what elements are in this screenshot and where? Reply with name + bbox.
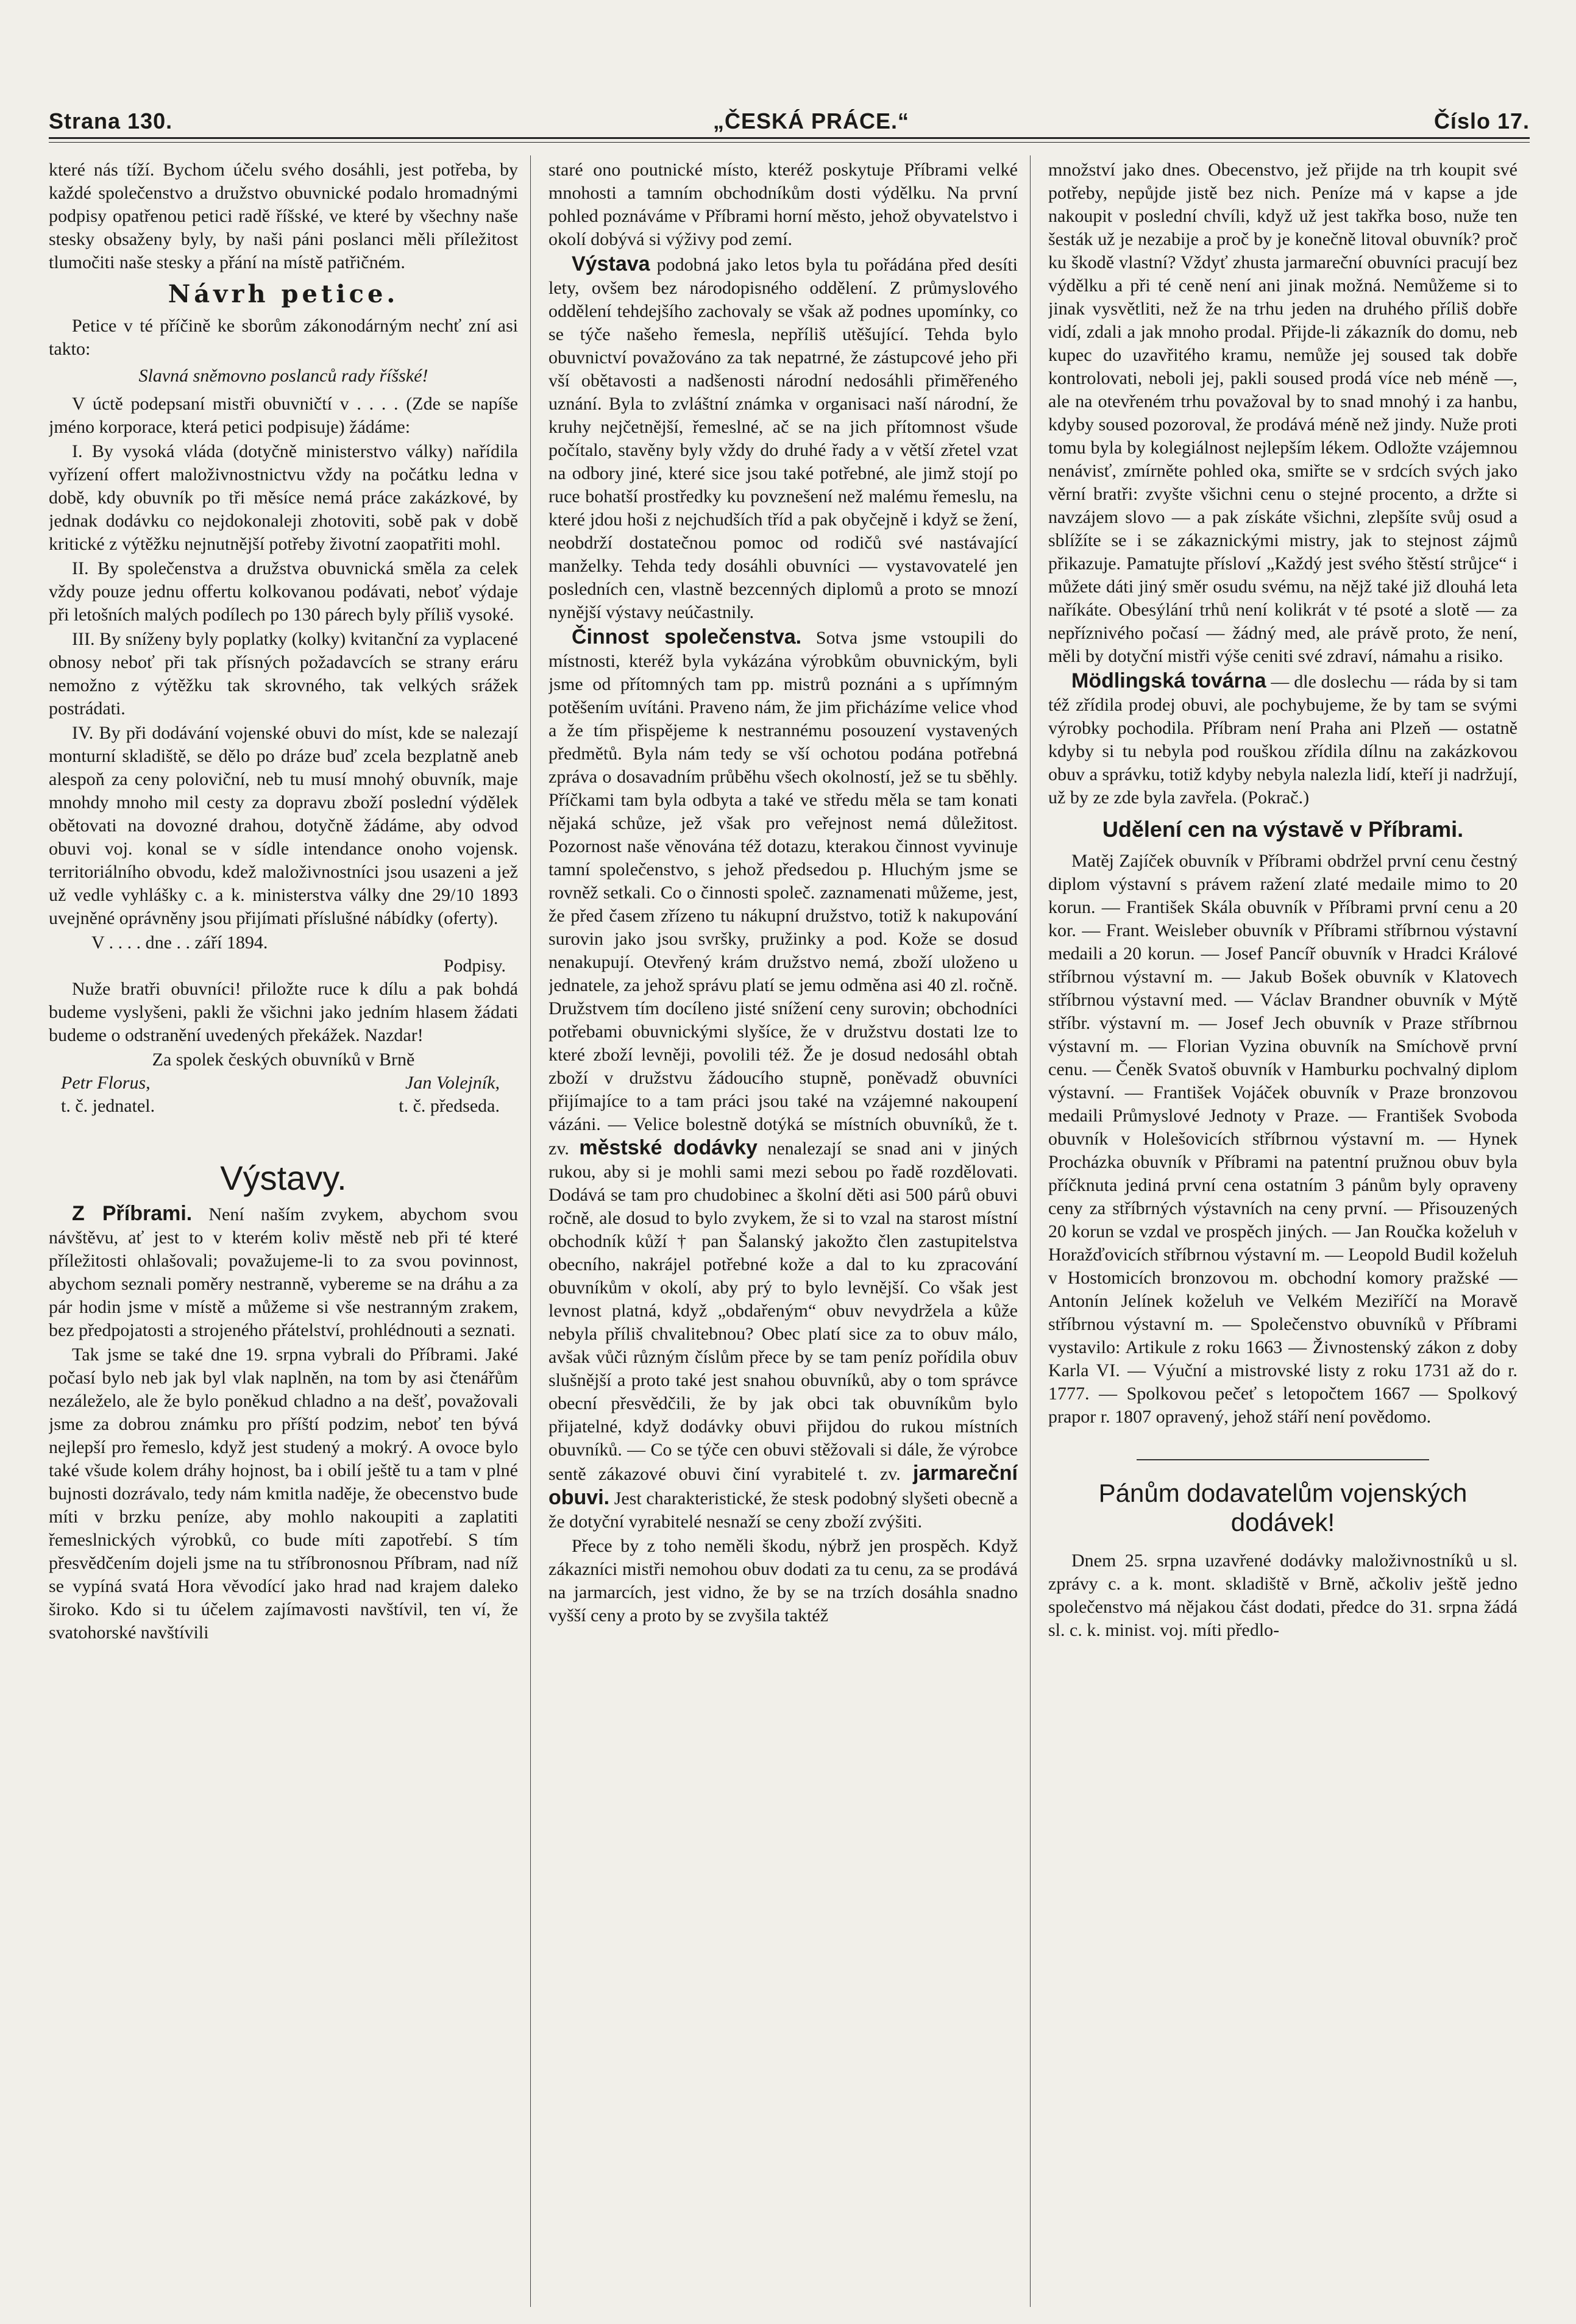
section-title: Výstavy. <box>220 1159 347 1197</box>
paragraph: Matěj Zajíček obuvník v Příbrami obdržel první cenu čestný diplom výstavní s právem ražení zlaté medaile mimo to 20 korun. — František Skála obuvník v Příbrami první cenu a 20 kor. — Frant. Weisleber obuvník v Příbrami stříbrnou výstavní medaili a 20 korun. — Josef Pancíř obuvník v Hradci Králové stříbrnou výstavní m. — Jakub Bošek obuvník v Klatovech stříbrnou výstavní med. — Václav Brandner obuvník v Mýtě stříbr. výstavní m. — Josef Jech obuvník v Praze stříbrnou výstavní m. — Florian Vyzina obuvník na Smíchově první cenu. — Čeněk Svatoš obuvník v Hamburku pochvalný diplom výstavní. — František Vojáček obuvník v Praze bronzovou medaili Průmyslové Jednoty v Praze. — František Svoboda obuvník v Holešovicích stříbrnou výstavní m. — Hynek Procházka obuvník v Příbrami na patentní pružnou obuv byla příčknuta jediná první cena ostatním 3 pánům byly opraveny ceny za stříbrných výstavních na ceny první. — Přisouzených 20 korun se vzdal ve prospěch jiných. — Jan Roučka koželuh v Horažďovicích stříbrnou výstavní m. — Leopold Budil koželuh v Hostomicích bronzovou m. obchodní komory pražské — Antonín Jelínek koželuh ve Velkém Meziříčí na Moravě stříbrnou výstavní m. — Společenstvo obuvníků v Příbrami vystavilo: Artikule z roku 1663 — Živnostenský zákon z doby Karla VI. — Výuční a mistrovské listy z roku 1731 až do r. 1777. — Spolkovou pečeť s letopočtem 1667 — Spolkový prapor r. 1807 opravený, jehož stáří není povědomo. <box>1048 851 1517 1427</box>
petition-point-4: IV. By při dodávání vojenské obuvi do míst, kde se nalezají monturní skladiště, se dělo po dráze buď zcela bezplatně aneb alespoň za ceny poloviční, neb tu musí mnohý obuvník, maje mnohdy mnoho mil cesty za dopravu zboží poslední výdělek obětovati na dovozné drahou, dotyčně žádáme, aby odvod obuvi voj. konal se v sídle intendance onoho vojensk. territoriálního obvodu, kdež maloživnostníci jsou usazeni a jež už vedle vyhlášky c. a k. ministerstva války dne 29/10 1893 uvejněné oprávněny jsou přijímati příslušné nábídky (oferty). <box>49 723 518 928</box>
header-rule-thin <box>49 142 1530 143</box>
paragraph: nenalezají se snad ani v jiných rukou, aby si je mohli sami mezi sebou po řadě rozdělovati. Dodává se tam pro chudobinec a školní děti asi 500 párů obuvi ročně, ale dosud to bylo zvykem, že si to vzal na starost místní obchodník kůží † pan Šalanský jakožto člen zastupitelstva obecního, nakrájel potřebné kože a dal to ku zpracování obuvníkům v okolí, aby prý to bylo levnější. Co však jest levnost platná, když „obdařeným“ obuv nevydržela a kůže nebyla příliš chvalitebnou? Obec platí sice za to obuv málo, avšak vůči různým číslům přece by se tam peníz pořídila obuv slušnější a proto také jest snahou obuvníků, aby o tom správce obecní přesvědčili, že by jak obci tak obuvníkům bylo přijatelné, když dodávky obuvi přijdou do rukou místních obuvníků. — Co se týče cen obuvi stěžovali si dále, že výrobce sentě zákazové obuvi činí vyrabitelé t. zv. <box>548 1139 1018 1484</box>
paragraph: které nás tíží. Bychom účelu svého dosáhli, jest potřeba, by každé společenstvo a družstvo obuvnické podalo hromadnými podpisy opatřenou petici radě říšské, ve které by všechny naše stesky obsaženy byly, by naši páni poslanci měli příležitost tlumočiti naše stesky a přání na místě patřičném. <box>49 160 518 272</box>
column-divider-1 <box>530 155 531 2307</box>
paragraph: Nuže bratři obuvníci! přiložte ruce k dílu a pak bohdá budeme vyslyšeni, pakli že všichni jako jedním hlasem žádati budeme o odstranění uvedených překážek. Nazdar! <box>49 979 518 1045</box>
signer-2-role: t. č. předseda. <box>399 1096 500 1116</box>
masthead-title: „ČESKÁ PRÁCE.“ <box>713 108 910 133</box>
paragraph: Jest charakteristické, že stesk podobný slyšeti obecně a že dotyční vyrabitelé nesnaží se ceny zboží zvýšiti. <box>548 1488 1018 1532</box>
signer-roles <box>49 1095 518 1118</box>
petition-point-3: III. By sníženy byly poplatky (kolky) kvitanční za vyplacené obnosy neboť při tak přísných požadavcích se strany eráru nemožno z výtěžku tak skrovného, tak velkých srážek postrádati. <box>49 629 518 719</box>
salutation: Slavná sněmovno poslanců rady říšské! <box>138 366 428 386</box>
paragraph: Tak jsme se také dne 19. srpna vybrali do Příbrami. Jaké počasí bylo neb jak byl vlak naplněn, na tom by asi čtenářům nezáleželo, ale že bylo poněkud chladno a na dešť, považovali jsme za dobrou známku pro příští podzim, neboť ten bývá nejlepší pro řemeslo, když jest studený a mokrý. A ovoce bylo také všude kolem dráhy hojnost, ba i obilí ještě tu a tam v plné bujnosti dozrávalo, tedy nám kmitla naděje, že obecenstvo bude míti v brzku peníze, aby mohlo nakoupiti a zaplatiti řemeslnických výrobků, co bude míti zapotřebí. S tím přesvědčením dojeli jsme na tu stříbronosnou Příbram, nad níž se vypíná svatá Hora věvodící jako hrad nad krajem daleko široko. Kdo si tu účelem zajímavosti navštívil, ten ví, že svatohorské navštívili <box>49 1345 518 1643</box>
signer-1-name: Petr Florus, <box>61 1073 151 1093</box>
paragraph: podobná jako letos byla tu pořádána před desíti lety, ovšem bez národopisného oddělení. Z průmyslového oddělení tehdejšího zachovaly se však až podnes upomínky, co se týče našeho řemesla, nepříliš utěšující. Tehda bylo obuvnictví považováno za tak nepatrné, že zástupcové jeho při vší obětavosti a nadšenosti národní nedosáhli přiměřeného uznání. Byla to zvláštní známka v organisaci naší národní, že kruhy nejčetnější, řemeslné, ač se na jich přítomnost všude počítalo, stavěny byly vždy do druhé řady a v větší zřetel vzat na odbory jiné, které sice jsou také potřebné, ale jimž stojí po ruce bohatší prostředky ku povznešení než malému řemeslu, na které jdou hoši z nejchudších tříd a pak obyčejně i když se žení, neobdrží dostatečnou pomoc od rodičů své nastávající manželky. Tehda tedy dosáhli obuvníci — vystavovatelé jen posledních cen, vlastně bezcenných diplomů a proto se mnozí nynější výstavy neúčastnily. <box>548 255 1018 622</box>
signatures-label: Podpisy. <box>443 956 506 976</box>
signer-2-name: Jan Volejník, <box>405 1073 500 1093</box>
paragraph: — dle doslechu — ráda by si tam též zřídila prodej obuvi, ale pochybujeme, že by tam se svými výrobky pochodila. Příbram není Praha ani Plzeň — ostatně kdyby si tu nebyla pod rouškou zřídila dílnu na zakázkovou obuv a správku, totiž kdyby nebyla nalezla lidí, kteří ji nadržují, už by ze zde byla zavřela. (Pokrač.) <box>1048 672 1517 808</box>
page-number: Strana 130. <box>49 108 173 133</box>
inline-heading: Výstava <box>572 252 650 275</box>
paragraph: staré ono poutnické místo, kteréž poskytuje Příbrami velké mnohosti a tamním obchodníkům dosti výdělku. Na první pohled poznáváme v Příbrami horní město, jehož obyvatelstvo i okolí dobývá si výživy pod zemí. <box>548 160 1018 249</box>
awards-heading: Udělení cen na výstavě v Příbrami. <box>1102 817 1464 842</box>
paragraph: Sotva jsme vstoupili do místnosti, kteréž byla vykázána výrobkům obuvnickým, byli jsme od přítomných tam pp. mistrů poznáni a s upřímným potěšením uvítáni. Praveno nám, že jim přicházíme velice vhod a že tím přispějeme k nestrannému posouzení vystavených předmětů. Byla nám tedy se vší ochotou podána potřebná zpráva o dosavadním průběhu všech okolností, jež se tu sběhly. Příčkami tam byla odbyta a také ve středu měla se tam konati nějaká schůze, jež však pro veřejnost nemá důležitost. Pozornost naše věnována též dotazu, kterakou činnost vyvinuje tamní společenstvo, s jehož předsedou p. Hluchým jsme se rovněž setkali. Co o činnosti společ. zaznamenati můžeme, jest, že před časem zřízeno tu nákupní družstvo, totiž k nakupování surovin jako jsou svršky, pružinky a pod. Kože se dosud nenakupují. Otevřený krám družstvo nemá, zboží uloženo u jednatele, za jehož správu platí se jemu odměna asi 40 zl. ročně. Družstvem tím docíleno jisté snížení ceny surovin; obchodníci potřebami obuvnickými slyšíce, že v družstvu dostati lze to které zboží levněji, povolili též. Že je dosud nedosáhl obtah zboží v družstvu žádoucího stupně, poněvadž obuvníci přijímajíce to a tam práci jsou také na vzájemné nakoupení vázáni. — Velice bolestně dotýká se místních obuvníků, že t. zv. <box>548 628 1018 1159</box>
paragraph: Není naším zvykem, abychom svou návštěvu, ať jest to v kterém koliv městě neb při té které příležitosti ohlašovali; považujeme-li to za svou povinnost, abychom seznali poměry nestranně, vybereme se na dráhu a za pár hodin jsme v místě a můžeme si vše nestranným zrakem, bez předpojatosti a strojeného přátelství, prohlédnouti a seznati. <box>49 1204 518 1340</box>
column-2 <box>548 158 1018 2304</box>
issue-number: Číslo 17. <box>1433 108 1530 133</box>
notice-title: Pánům dodavatelům vojenských dodávek! <box>1098 1479 1468 1537</box>
signer-names <box>49 1071 518 1095</box>
inline-heading: Mödlingská továrna <box>1071 669 1266 692</box>
paragraph: V úctě podepsaní mistři obuvničtí v . . . . (Zde se napíše jméno korporace, která petici podpisuje) žádáme: <box>49 394 518 437</box>
inline-heading: městské dodávky <box>579 1136 758 1159</box>
header-rule <box>49 137 1530 139</box>
column-1 <box>49 158 518 2304</box>
paragraph: Přece by z toho neměli škodu, nýbrž jen prospěch. Když zákazníci mistři nemohou obuv dodati za tu cenu, za se prodává na jarmarcích, jest vidno, že by se na trzích dosáhla snadno vyšší ceny a proto by se zvyšila taktéž <box>548 1536 1018 1626</box>
org-line: Za spolek českých obuvníků v Brně <box>152 1050 415 1070</box>
date-line: V . . . . dne . . září 1894. <box>91 933 268 953</box>
paragraph: Petice v té příčině ke sborům zákonodárným nechť zní asi takto: <box>49 316 518 359</box>
paragraph: Dnem 25. srpna uzavřené dodávky maloživnostníků u sl. zprávy c. a k. mont. skladiště v Brně, ačkoliv ještě jedno společenstvo má nějakou část dodati, předce do 31. srpna žádá sl. c. k. minist. voj. míti předlo- <box>1048 1551 1517 1640</box>
subsection-heading: Z Příbrami. <box>72 1202 193 1225</box>
petition-point-2: II. By společenstva a družstva obuvnická směla za celek vždy pouze jednu offertu kolkovanou podávati, neboť výdaje při letošních malých podílech po 130 párech byly příliš vysoké. <box>49 558 518 625</box>
petition-heading: Návrh petice. <box>168 280 399 308</box>
paragraph: množství jako dnes. Obecenstvo, jež přijde na trh koupit své potřeby, nepůjde jistě bez nich. Peníze má v kapse a jde nakoupit v poslední chvíli, když už jest takřka boso, nuže ten šesták už je nezabije a proč by je konečně litoval obuvník? proč ku škodě vlastní? Vždyť zhusta jarmareční obuvníci pracují bez výdělku a při té ceně není ani jinak možná. Nemůžeme si to jinak vysvětliti, než že na trhu jeden na druhého příliš dobře vidí, zdali a jak mnoho prodal. Přijde-li zákazník do domu, neb kupec do uzavřitého kramu, nemůže jej soused tak dobře kontrolovati, neboli jej, pakli soused prodá více neb méně —, ale na otevřeném trhu považoval by to snad mnohý i za hanbu, kdyby soused pozoroval, že prodává méně než jindy. Nuže proti tomu byla by kolegiálnost nejlepším lékem. Odložte vzájemnou nenávisť, zmírněte pohled oka, smiřte se v srdcích svých jako věrní bratři: zvyšte všichni cenu o stejné procento, a držte si navzájem slovo — a pak získáte všichni, zlepšíte svůj osud a sblížíte se i se zákaznickými mistry, jak to stejnost zájmů přikazuje. Pamatujte přísloví „Každý jest svého štěstí strůjce“ i můžete dáti jiný směr osudu svému, na nějž také již dlouhá leta naříkáte. Obesýlání trhů není kolikrát v té psoté a slotě — za nepříznivého počasí — žádný med, ale právě proto, že není, měli by dotyční mistři výše ceniti své zdraví, námahu a risiko. <box>1048 160 1517 666</box>
inline-heading: jarmareční obuvi. <box>548 1462 1018 1509</box>
inline-heading: Činnost společenstva. <box>572 625 802 649</box>
column-divider-2 <box>1030 155 1031 2307</box>
divider <box>1137 1459 1429 1460</box>
column-3 <box>1048 158 1517 2304</box>
page-header <box>49 91 1530 140</box>
signer-1-role: t. č. jednatel. <box>61 1096 155 1116</box>
petition-point-1: I. By vysoká vláda (dotyčně ministerstvo války) nařídila vyřízení offert maloživnostnictvu vždy na počátku ledna v době, kdy obuvník po tři měsíce nemá práce zakázkové, by jednak dodávku co nejdokonaleji zhotoviti, sobě pak v době kritické z výtěžku nejnutnější potřeby životní zaopatřiti mohl. <box>49 441 518 554</box>
